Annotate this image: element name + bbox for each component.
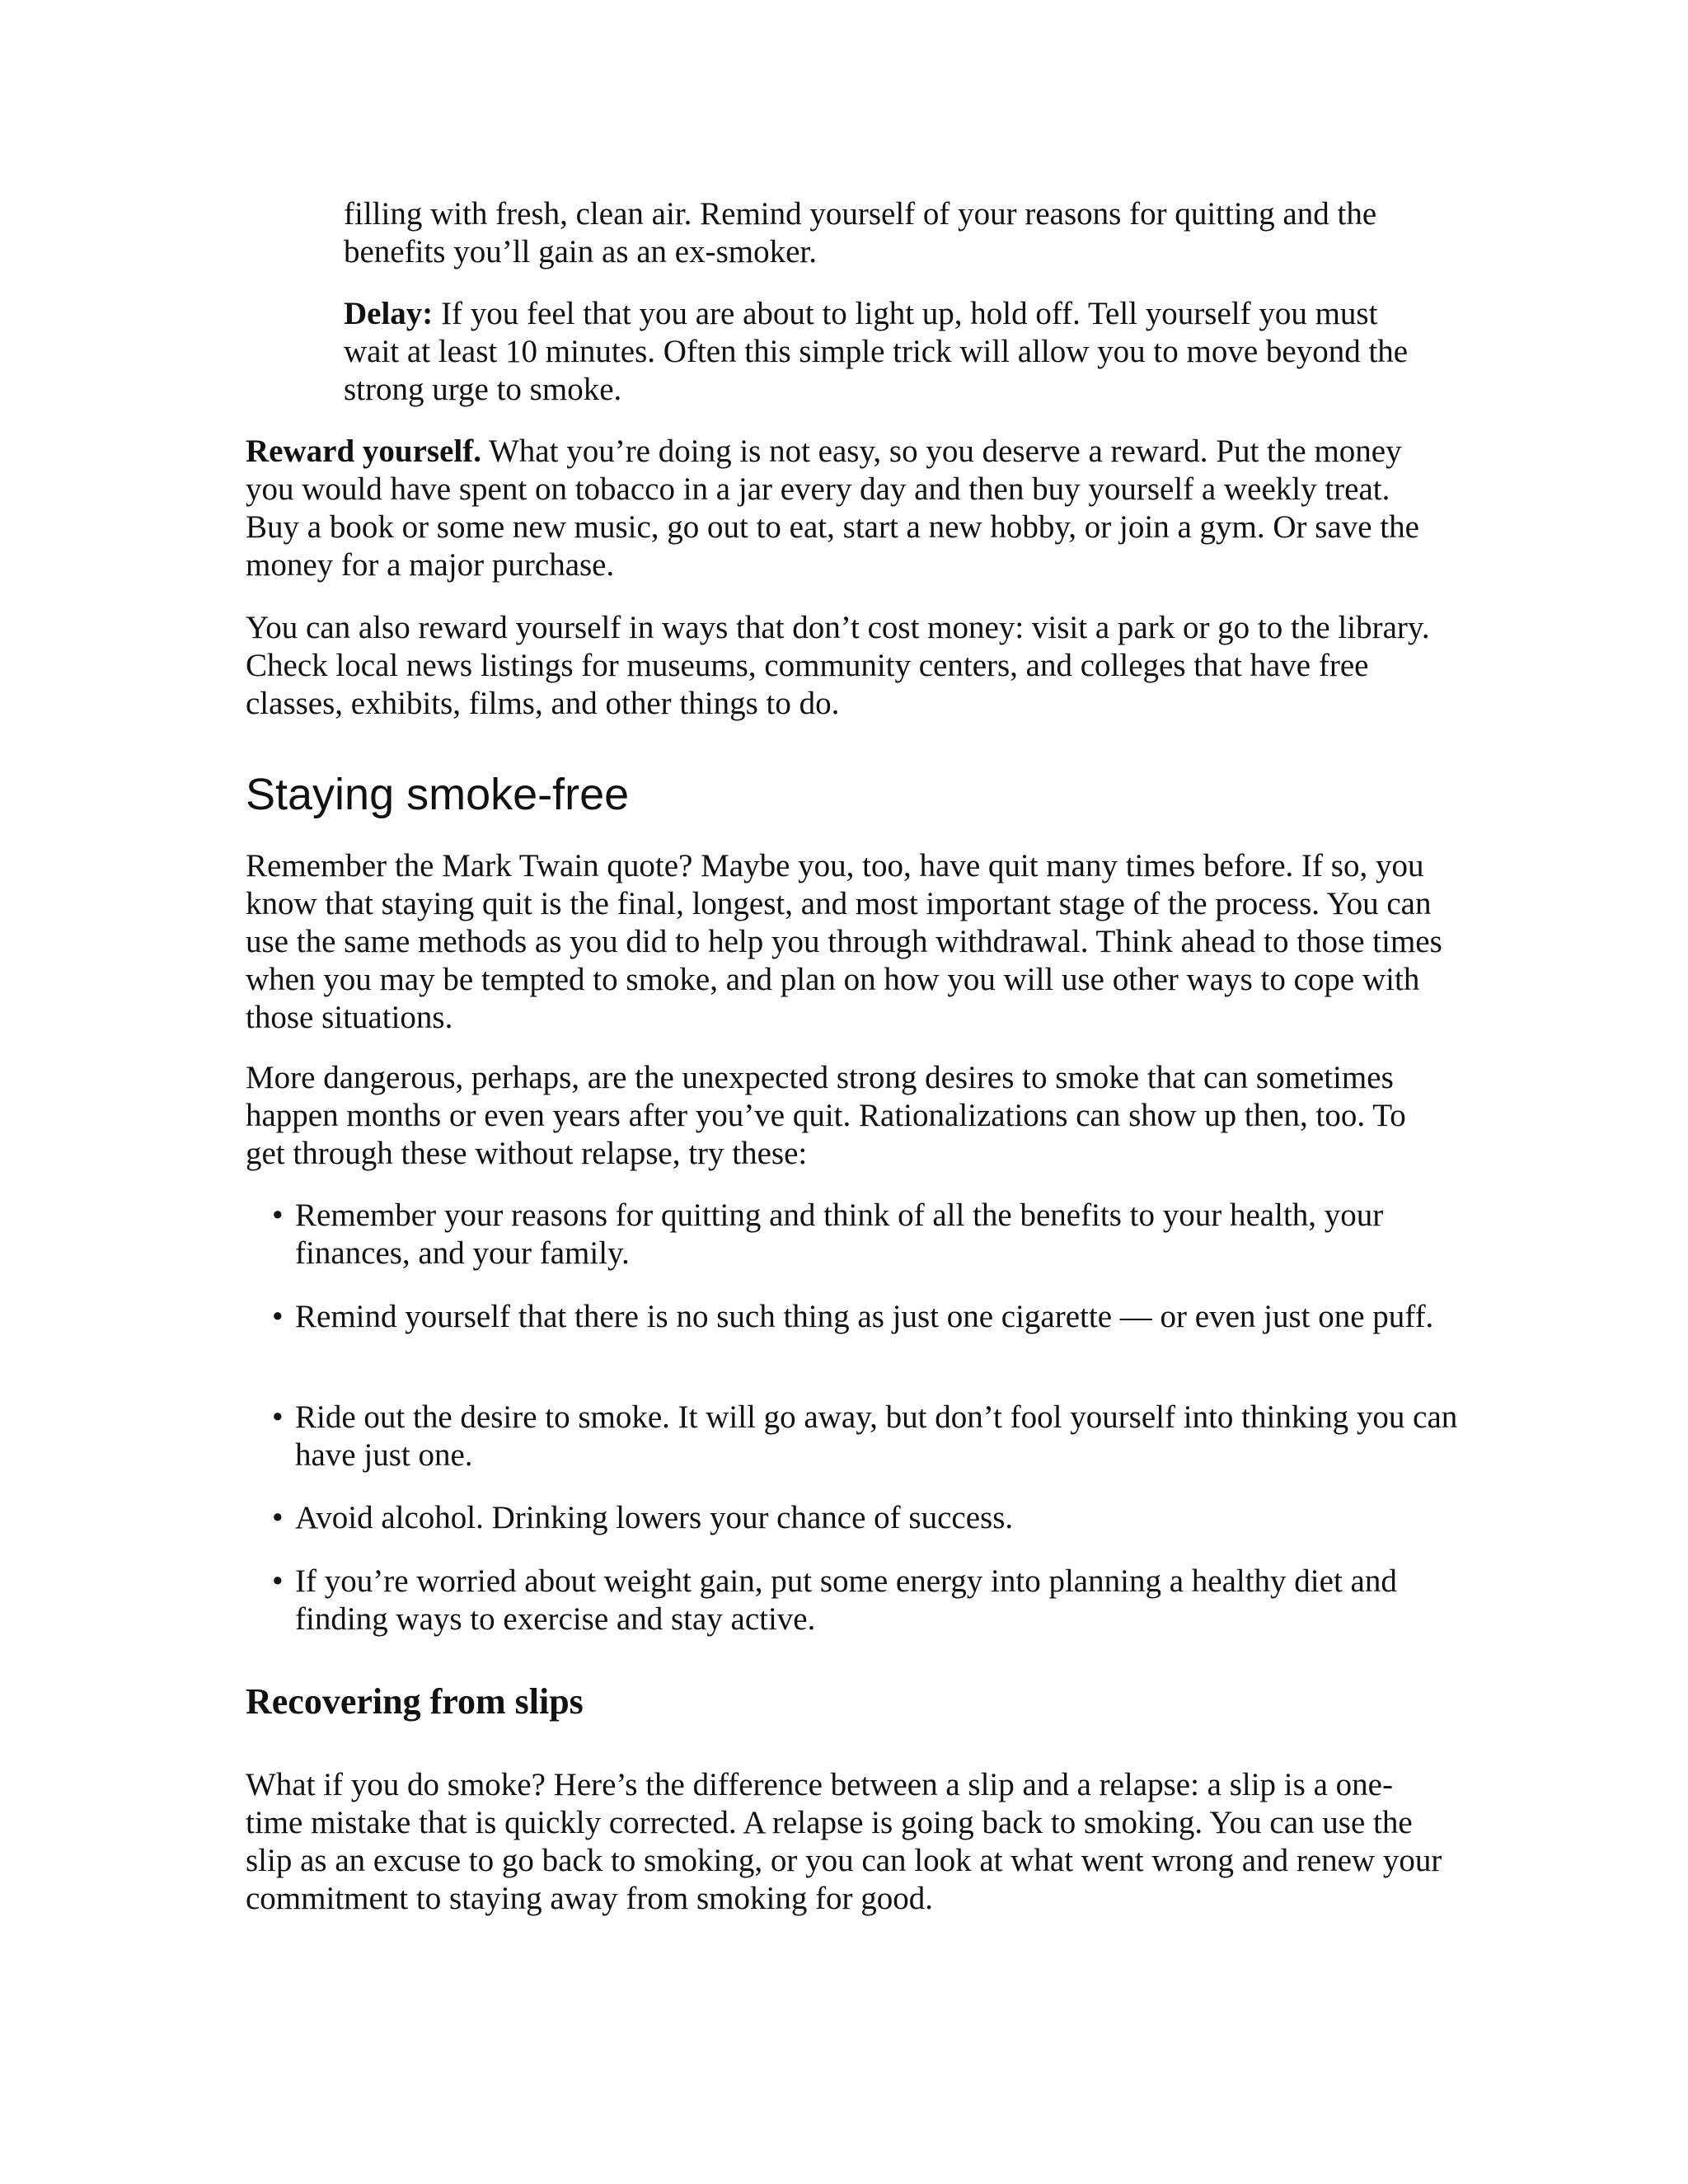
delay-text: If you feel that you are about to light up, hold off. Tell yourself you must wait at least 10 minutes. Often this simple trick will allow you to move beyond the strong urge to smoke. — [344, 296, 1409, 407]
paragraph-slips-text: What if you do smoke? Here’s the difference between a slip and a relapse: a slip is a one-time mistake that is quickly corrected. A relapse is going back to smoking. You can use the slip as an excuse to go back to smoking, or you can look at what went wrong and renew your commitment to staying away from smoking for good. — [246, 1767, 1442, 1916]
heading-recovering-from-slips: Recovering from slips — [246, 1681, 584, 1722]
list-item-text: Ride out the desire to smoke. It will go away, but don’t fool yourself into thinking you can have just one. — [295, 1399, 1458, 1473]
list-item-text: Remind yourself that there is no such thing as just one cigarette — or even just one puff. — [295, 1299, 1434, 1334]
reward-label: Reward yourself. — [246, 434, 481, 469]
bullet-icon: • — [272, 1197, 284, 1233]
paragraph-slips — [246, 1766, 1449, 1918]
list-item — [272, 1563, 1459, 1638]
paragraph-free-rewards — [246, 609, 1449, 723]
paragraph-fresh-air-text: filling with fresh, clean air. Remind yourself of your reasons for quitting and the benefits you’ll gain as an ex-smoker. — [344, 196, 1377, 269]
delay-label: Delay: — [344, 296, 434, 331]
list-item — [272, 1399, 1459, 1474]
paragraph-free-rewards-text: You can also reward yourself in ways that don’t cost money: visit a park or go to the library. Check local news listings for museums, community centers, and colleges that have free classes, exhibits, films, and other things to do. — [246, 610, 1430, 721]
reward-text: What you’re doing is not easy, so you deserve a reward. Put the money you would have spent on tobacco in a jar every day and then buy yourself a weekly treat. Buy a book or some new music, go out to eat, start a new hobby, or join a gym. Or save the money for a major purchase. — [246, 434, 1419, 583]
paragraph-delay — [344, 295, 1432, 409]
bullet-icon: • — [272, 1299, 284, 1334]
list-item-text: Remember your reasons for quitting and think of all the benefits to your health, your finances, and your family. — [295, 1197, 1384, 1271]
list-item — [272, 1197, 1459, 1272]
paragraph-reward — [246, 433, 1449, 584]
list-item — [272, 1298, 1459, 1336]
heading-staying-smoke-free: Staying smoke-free — [246, 770, 630, 819]
bullet-icon: • — [272, 1500, 284, 1535]
paragraph-fresh-air — [344, 195, 1432, 271]
paragraph-dangerous — [246, 1059, 1449, 1173]
bullet-icon: • — [272, 1563, 284, 1599]
paragraph-mark-twain — [246, 847, 1449, 1037]
paragraph-dangerous-text: More dangerous, perhaps, are the unexpected strong desires to smoke that can sometimes happen months or even years after you’ve quit. Rationalizations can show up then, too. To get through these without relapse, try these: — [246, 1060, 1406, 1171]
bullet-icon: • — [272, 1399, 284, 1435]
list-item-text: If you’re worried about weight gain, put some energy into planning a healthy diet and finding ways to exercise and stay active. — [295, 1563, 1397, 1637]
list-item — [272, 1499, 1459, 1537]
paragraph-mark-twain-text: Remember the Mark Twain quote? Maybe you, too, have quit many times before. If so, you know that staying quit is the final, longest, and most important stage of the process. You can use the same methods as you did to help you through withdrawal. Think ahead to those times when you may be tempted to smoke, and plan on how you will use other ways to cope with those situations. — [246, 848, 1442, 1035]
list-item-text: Avoid alcohol. Drinking lowers your chance of success. — [295, 1500, 1014, 1535]
